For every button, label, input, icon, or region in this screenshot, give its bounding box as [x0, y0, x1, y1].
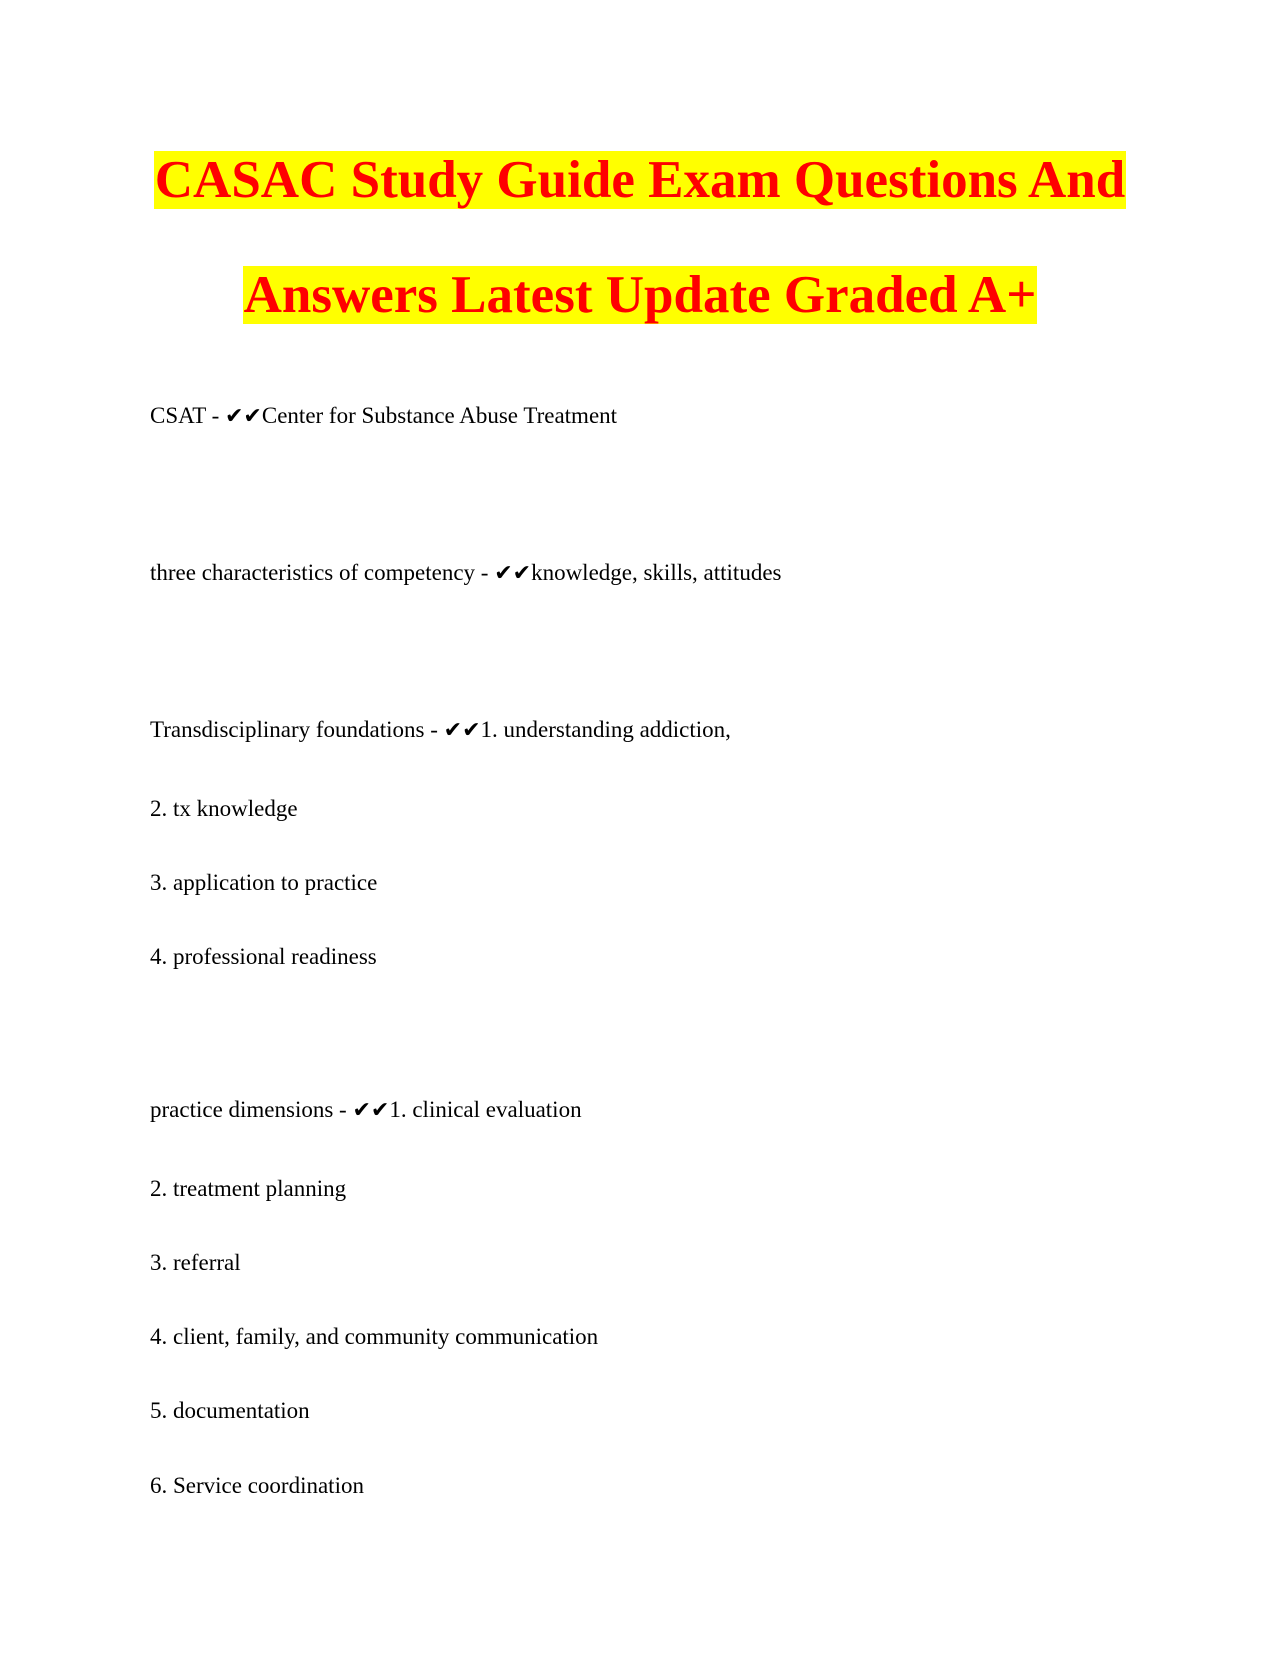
list-item: 5. documentation [150, 1398, 310, 1423]
entry-term: practice dimensions - [150, 1097, 353, 1122]
check-mark-icon: ✔✔ [494, 561, 532, 586]
list-item: 6. Service coordination [150, 1473, 364, 1498]
document-title-line-1 [0, 150, 1280, 210]
entry-term: three characteristics of competency - [150, 560, 495, 585]
list-item: 4. professional readiness [150, 944, 377, 969]
entry-answer: 1. understanding addiction, [480, 717, 731, 742]
list-item: 2. treatment planning [150, 1176, 347, 1201]
entry-competency [150, 559, 781, 588]
entry-term: CSAT - [150, 403, 225, 428]
list-item: 3. referral [150, 1250, 241, 1275]
list-item: 4. client, family, and community communication [150, 1324, 599, 1349]
entry-term: Transdisciplinary foundations - [150, 717, 444, 742]
entry-answer: Center for Substance Abuse Treatment [261, 403, 618, 428]
check-mark-icon: ✔✔ [443, 718, 481, 743]
title-highlight: CASAC Study Guide Exam Questions And [154, 151, 1126, 209]
check-mark-icon: ✔✔ [352, 1098, 390, 1123]
entry-csat [150, 402, 617, 431]
list-item: 2. tx knowledge [150, 796, 298, 821]
list-item: 3. application to practice [150, 870, 378, 895]
document-title-line-2 [0, 265, 1280, 325]
check-mark-icon: ✔✔ [225, 404, 262, 429]
entry-transdisciplinary [150, 716, 731, 745]
entry-answer: 1. clinical evaluation [389, 1097, 582, 1122]
entry-answer: knowledge, skills, attitudes [531, 560, 782, 585]
entry-practice-dimensions [150, 1096, 582, 1125]
title-highlight: Answers Latest Update Graded A+ [243, 266, 1037, 324]
